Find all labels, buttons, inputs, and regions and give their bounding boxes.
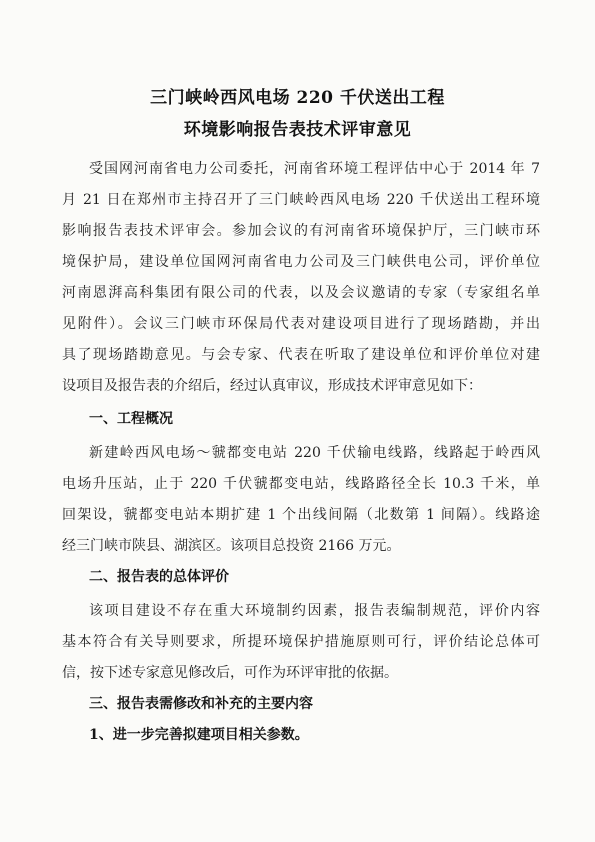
section1-line: 电场升压站，止于 220 千伏虢都变电站，线路路径全长 10.3 千米，单 [62, 476, 540, 492]
revision-item-1: 1、进一步完善拟建项目相关参数。 [89, 727, 309, 743]
intro-line: 月 21 日在郑州市主持召开了三门峡岭西风电场 220 千伏送出工程环境 [62, 192, 540, 208]
intro-line: 见附件）。会议三门峡市环保局代表对建设项目进行了现场踏勘，并出 [62, 316, 540, 332]
intro-line: 境保护局，建设单位国网河南省电力公司及三门峡供电公司，评价单位 [62, 254, 540, 270]
intro-line: 影响报告表技术评审会。参加会议的有河南省环境保护厅，三门峡市环 [62, 223, 540, 239]
section1-line: 新建岭西风电场～虢都变电站 220 千伏输电线路，线路起于岭西风 [89, 445, 540, 461]
intro-line: 受国网河南省电力公司委托，河南省环境工程评估中心于 2014 年 7 [89, 161, 540, 177]
section-heading-project-overview: 一、工程概况 [89, 411, 173, 427]
intro-line: 具了现场踏勘意见。与会专家、代表在听取了建设单位和评价单位对建 [62, 347, 540, 363]
document-title-line-2: 环境影响报告表技术评审意见 [183, 120, 412, 140]
section1-line: 回架设，虢都变电站本期扩建 1 个出线间隔（北数第 1 间隔）。线路途 [62, 507, 540, 523]
section2-line: 该项目建设不存在重大环境制约因素，报告表编制规范，评价内容 [89, 603, 540, 619]
section1-line: 经三门峡市陕县、湖滨区。该项目总投资 2166 万元。 [62, 538, 401, 554]
section2-line: 基本符合有关导则要求，所提环境保护措施原则可行，评价结论总体可 [62, 634, 540, 650]
document-title-line-1: 三门峡岭西风电场 220 千伏送出工程 [150, 88, 445, 108]
intro-line: 河南恩湃高科集团有限公司的代表，以及会议邀请的专家（专家组名单 [62, 285, 540, 301]
section-heading-revisions: 三、报告表需修改和补充的主要内容 [89, 696, 313, 712]
intro-line: 设项目及报告表的介绍后，经过认真审议，形成技术评审意见如下： [62, 378, 482, 394]
section-heading-overall-evaluation: 二、报告表的总体评价 [89, 569, 229, 585]
section2-line: 信，按下述专家意见修改后，可作为环评审批的依据。 [62, 665, 398, 681]
